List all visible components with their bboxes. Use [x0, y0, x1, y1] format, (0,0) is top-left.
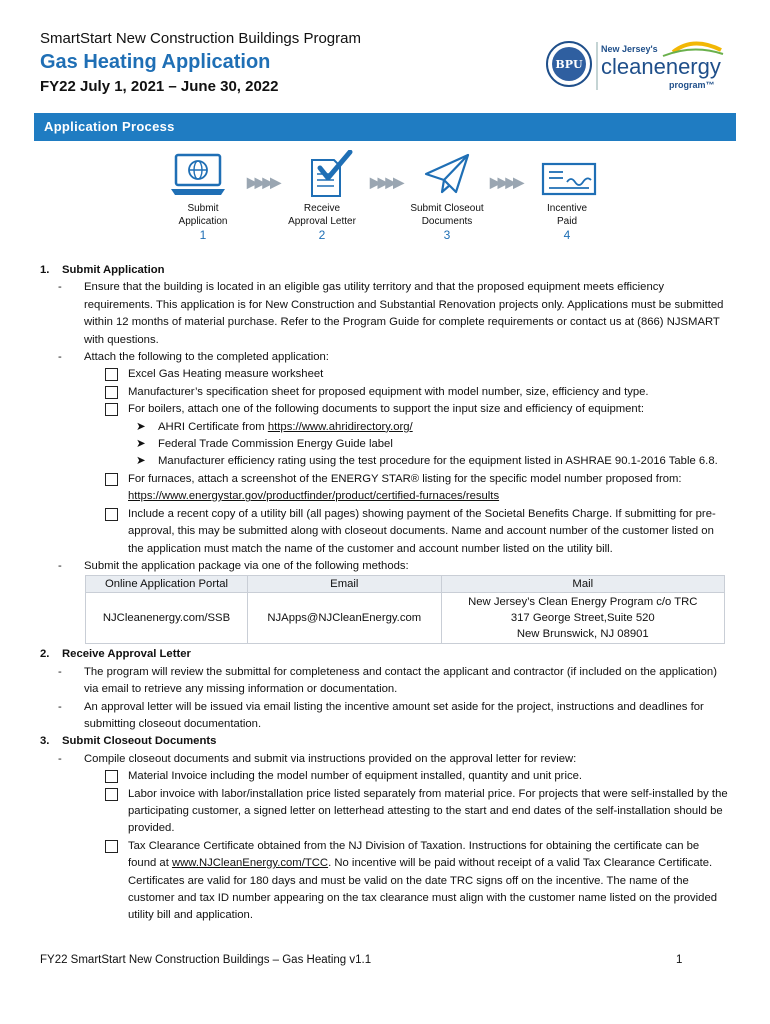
- table-header: Mail: [441, 576, 724, 593]
- step-number: 4: [563, 228, 571, 242]
- section-number: 3.: [40, 735, 50, 748]
- table-header: Online Application Portal: [86, 576, 248, 593]
- document-body: [40, 262, 730, 925]
- step-number: 3: [443, 228, 451, 242]
- email-link[interactable]: NJApps@NJCleanEnergy.com: [248, 593, 442, 644]
- section-2-heading: [40, 646, 730, 663]
- energystar-link[interactable]: https://www.energystar.gov/productfinder/product/certified-furnaces/results: [128, 490, 500, 503]
- arrow-item: [40, 419, 730, 436]
- table-header: Email: [248, 576, 442, 593]
- process-arrow-2: ▶▶▶▶: [370, 174, 402, 190]
- section-banner: Application Process: [34, 113, 736, 141]
- process-arrow-1: ▶▶▶▶: [247, 174, 279, 190]
- item-text: The program will review the submittal for completeness and contact the applicant and contractor (if included on the application) via email to retrieve any missing information or documentation.: [84, 665, 717, 696]
- checklist-item: [40, 768, 730, 785]
- submission-methods-table: [85, 575, 725, 644]
- checkbox[interactable]: [105, 840, 118, 853]
- clean-energy-logo: [543, 36, 733, 96]
- section-title: Receive Approval Letter: [62, 648, 191, 661]
- step-4: [512, 202, 622, 242]
- section-3-heading: [40, 733, 730, 750]
- ahri-link[interactable]: https://www.ahridirectory.org/: [267, 420, 413, 433]
- tcc-link[interactable]: www.NJCleanEnergy.com/TCC: [171, 857, 329, 870]
- logo-program-text: program™: [669, 80, 715, 90]
- item-text: Include a recent copy of a utility bill (all pages) showing payment of the Societal Benefits Charge. If submitting for pre-approval, this may be submitted along with closeout documents. Name and account number of the customer listed on the application must match the name of the customer and account number listed on the utility bill.: [128, 507, 716, 555]
- section-title: Submit Closeout Documents: [62, 735, 217, 748]
- item-text: Excel Gas Heating measure worksheet: [128, 368, 324, 381]
- step-1: [148, 202, 258, 242]
- item-text: Compile closeout documents and submit via instructions provided on the approval letter for review:: [84, 752, 577, 765]
- arrow-bullet-icon: ➤: [136, 438, 146, 451]
- checklist-item: [40, 471, 730, 506]
- section-1-heading: [40, 262, 730, 279]
- item-text: Tax Clearance Certificate obtained from the NJ Division of Taxation. Instructions for obtaining the certificate can be found at: [128, 839, 700, 870]
- checklist-item: [40, 366, 730, 383]
- checklist-item: [40, 506, 730, 558]
- list-item: - Submit the application package via one of the following methods:: [40, 558, 730, 575]
- checkbox[interactable]: [105, 788, 118, 801]
- item-text: For boilers, attach one of the following documents to support the input size and efficiency of equipment:: [128, 403, 644, 416]
- step-number: 1: [199, 228, 207, 242]
- item-text: Attach the following to the completed application:: [84, 351, 329, 364]
- arrow-item: [40, 436, 730, 453]
- checkbox[interactable]: [105, 473, 118, 486]
- item-text: Labor invoice with labor/installation price listed separately from material price. For projects that were self-installed by the participating customer, a signed letter on letterhead attesting to the start and end dates of the self-installation should be provided.: [128, 787, 728, 835]
- logo-clean-text: cleanenergy: [601, 54, 721, 79]
- list-item: - The program will review the submittal for completeness and contact the applicant and contractor (if included on the application) via email to retrieve any missing information or documentation.: [40, 664, 730, 699]
- logo-nj-text: New Jersey's: [601, 44, 658, 54]
- item-text: Submit the application package via one of the following methods:: [84, 559, 409, 572]
- item-text: Ensure that the building is located in an eligible gas utility territory and that the proposed equipment meets efficiency requirements. This application is for New Construction and Substantial Renovation projects only. Applications must be submitted within 12 months of material purchase. Refer to the Program Guide for complete requirements or contact us at (866) NJSMART with questions.: [84, 281, 724, 346]
- page-title: Gas Heating Application: [40, 51, 271, 73]
- step-label-line2: Paid: [556, 216, 577, 227]
- item-text: Manufacturer’s specification sheet for proposed equipment with model number, size, efficiency and type.: [128, 385, 649, 398]
- step-number: 2: [318, 228, 326, 242]
- page-number: 1: [676, 954, 683, 966]
- step-3: [392, 202, 502, 242]
- arrow-item: [40, 453, 730, 470]
- paper-plane-icon: [422, 152, 472, 201]
- step-label-line1: Receive: [303, 203, 341, 214]
- laptop-globe-icon: [170, 153, 226, 202]
- step-label-line1: Incentive: [546, 203, 588, 214]
- mail-address: [441, 593, 724, 644]
- list-item: - Attach the following to the completed application:: [40, 349, 730, 366]
- checklist-item: [40, 838, 730, 925]
- step-label-line2: Documents: [421, 216, 473, 227]
- checklist-item: [40, 384, 730, 401]
- checkbox[interactable]: [105, 386, 118, 399]
- checkbox[interactable]: [105, 403, 118, 416]
- process-arrow-3: ▶▶▶▶: [490, 174, 522, 190]
- step-label-line1: Submit: [187, 203, 219, 214]
- checklist-item: [40, 786, 730, 838]
- item-text: For furnaces, attach a screenshot of the ENERGY STAR® listing for the specific model number proposed from:: [128, 472, 682, 485]
- arrow-bullet-icon: ➤: [136, 455, 146, 468]
- checklist-item: [40, 401, 730, 418]
- footer-title: FY22 SmartStart New Construction Buildings – Gas Heating v1.1: [40, 954, 372, 966]
- item-text: AHRI Certificate from: [158, 420, 268, 433]
- item-text: Material Invoice including the model number of equipment installed, quantity and unit price.: [128, 770, 583, 783]
- checkbox[interactable]: [105, 368, 118, 381]
- fiscal-year: FY22 July 1, 2021 – June 30, 2022: [40, 78, 279, 95]
- mail-line: 317 George Street,Suite 520: [510, 612, 655, 625]
- list-item: - An approval letter will be issued via email listing the incentive amount set aside for the project, instructions and deadlines for submitting closeout documentation.: [40, 699, 730, 734]
- item-text: . No incentive will be paid without receipt of a valid Tax Clearance Certificate. Certificates are valid for 180 days and must be valid on the date TRC signs off on the incentive. The name of the customer and tax ID number appearing on the tax clearance must align with the customer name listed on the provided utility bill and application.: [128, 857, 718, 922]
- item-text: Manufacturer efficiency rating using the test procedure for the equipment listed in ASHRAE 90.1-2016 Table 6.8.: [158, 455, 718, 468]
- arrow-bullet-icon: ➤: [136, 420, 146, 433]
- mail-line: New Jersey’s Clean Energy Program c/o TRC: [468, 596, 698, 609]
- step-2: [267, 202, 377, 242]
- program-name: SmartStart New Construction Buildings Program: [40, 30, 361, 47]
- step-label-line1: Submit Closeout: [410, 203, 484, 214]
- section-number: 1.: [40, 264, 50, 276]
- section-title: Submit Application: [62, 264, 165, 276]
- mail-line: New Brunswick, NJ 08901: [516, 628, 649, 641]
- bpu-seal-text: BPU: [555, 58, 583, 71]
- section-number: 2.: [40, 648, 50, 661]
- item-text: Federal Trade Commission Energy Guide label: [158, 438, 393, 451]
- check-paid-icon: [541, 162, 597, 201]
- checkbox[interactable]: [105, 508, 118, 521]
- checkbox[interactable]: [105, 770, 118, 783]
- portal-link[interactable]: NJCleanenergy.com/SSB: [86, 593, 248, 644]
- list-item: - Ensure that the building is located in an eligible gas utility territory and that the proposed equipment meets efficiency requirements. This application is for New Construction and Substantial Renovation projects only. Applications must be submitted within 12 months of material purchase. Refer to the Program Guide for complete requirements or contact us at (866) NJSMART with questions.: [40, 279, 730, 349]
- document-check-icon: [302, 150, 358, 203]
- list-item: - Compile closeout documents and submit via instructions provided on the approval letter for review:: [40, 751, 730, 768]
- step-label-line2: Approval Letter: [288, 216, 356, 227]
- item-text: An approval letter will be issued via email listing the incentive amount set aside for the project, instructions and deadlines for submitting closeout documentation.: [84, 700, 704, 730]
- step-label-line2: Application: [178, 216, 228, 227]
